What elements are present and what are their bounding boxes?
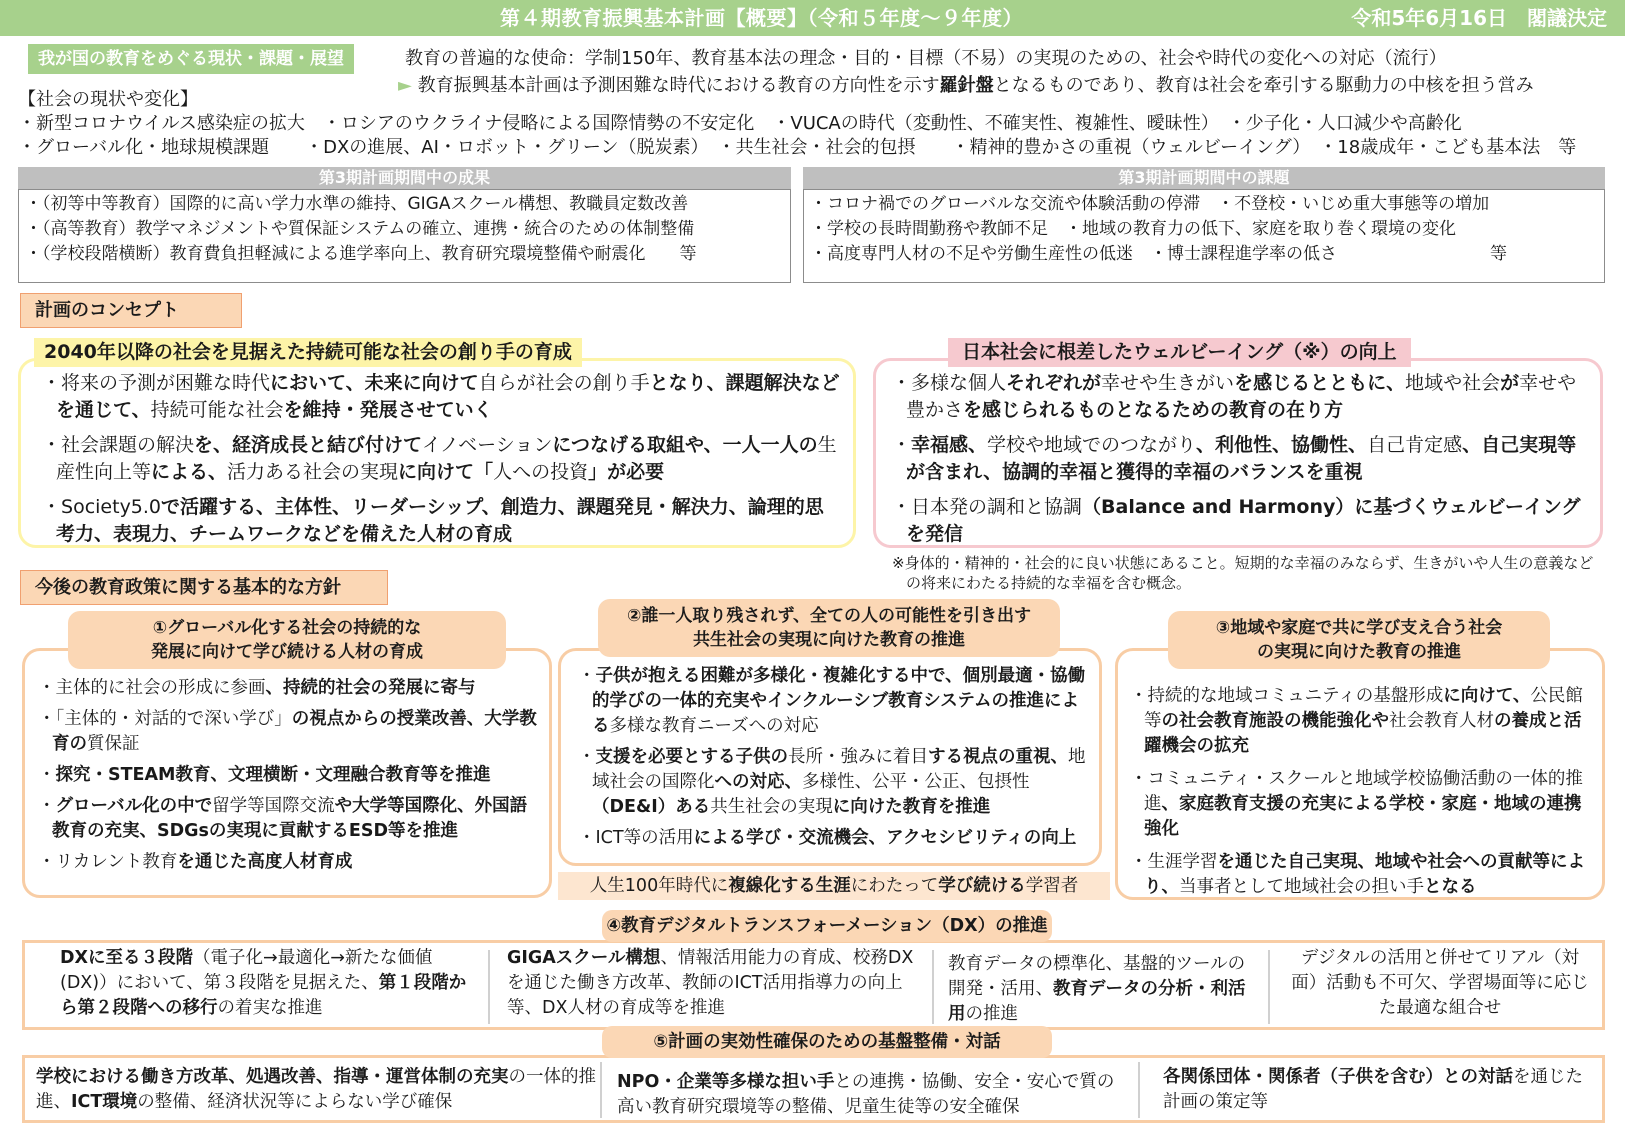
results-item: ・（学校段階横断）教育費負担軽減による進学率向上、教育研究環境整備や耐震化 等 xyxy=(25,244,697,264)
policy-2-item: ・子供が抱える困難が多様化・複雑化する中で、個別最適・協働的学びの一体的充実やインクルーシブ教育システムの推進による多様な教育ニーズへの対応 xyxy=(578,666,1086,736)
lifelong-learner-banner: 人生100年時代に複線化する生涯にわたって学び続ける学習者 xyxy=(558,872,1110,900)
policy-1-item: ・グローバル化の中で留学等国際交流や大学等国際化、外国語教育の充実、SDGsの実現に貢献するESD等を推進 xyxy=(38,796,528,841)
concept-right-title: 日本社会に根差したウェルビーイング（※）の向上 xyxy=(948,338,1411,367)
policy-2-title: ②誰一人取り残されず、全ての人の可能性を引き出す 共生社会の実現に向けた教育の推進 xyxy=(598,599,1060,657)
dx-cell-3: 教育データの標準化、基盤的ツールの開発・活用、教育データの分析・利活用の推進 xyxy=(948,954,1246,1024)
concept-left-item: ・Society5.0で活躍する、主体性、リーダーシップ、創造力、課題発見・解決力、論理的思考力、表現力、チームワークなどを備えた人材の育成 xyxy=(42,496,824,545)
dx-cell-4: デジタルの活用と併せてリアル（対面）活動も不可欠、学習場面等に応じた最適な組合せ xyxy=(1291,948,1589,1018)
mission-text: 教育の普遍的な使命：学制150年、教育基本法の理念・目的・目標（不易）の実現のための、社会や時代の変化への対応（流行） xyxy=(405,48,1447,69)
concept-right-items xyxy=(892,370,1592,548)
concept-right-item: ・多様な個人それぞれが幸せや生きがいを感じるとともに、地域や社会が幸せや豊かさを感じられるものとなるための教育の在り方 xyxy=(892,372,1577,421)
page-title: 第４期教育振興基本計画【概要】（令和５年度～９年度） xyxy=(500,6,1023,30)
dx-cell-1: DXに至る３段階（電子化→最適化→新たな価値(DX)）において、第３段階を見据えた、第１段階から第２段階への移行の着実な推進 xyxy=(60,948,467,1018)
issues-box xyxy=(803,189,1605,283)
results-item: ・（高等教育）教学マネジメントや質保証システムの確立、連携・統合のための体制整備 xyxy=(25,219,695,239)
policy-1-item: ・リカレント教育を通じた高度人材育成 xyxy=(38,852,353,872)
issues-item: ・学校の長時間勤務や教師不足 ・地域の教育力の低下、家庭を取り巻く環境の変化 xyxy=(810,219,1456,239)
base-title: ⑤計画の実効性確保のための基盤整備・対話 xyxy=(602,1026,1052,1058)
divider xyxy=(600,1062,602,1118)
results-title: 第3期計画期間中の成果 xyxy=(18,167,791,189)
concept-left-item: ・将来の予測が困難な時代において、未来に向けて自らが社会の創り手となり、課題解決などを通じて、持続可能な社会を維持・発展させていく xyxy=(42,372,840,421)
divider xyxy=(488,950,490,1024)
policy-2-item: ・ICT等の活用による学び・交流機会、アクセシビリティの向上 xyxy=(578,828,1077,848)
compass-text: ► 教育振興基本計画は予測困難な時代における教育の方向性を示す羅針盤となるものであり、教育は社会を牽引する駆動力の中核を担う営み xyxy=(398,75,1534,96)
divider xyxy=(932,950,934,1024)
issues-item: ・コロナ禍でのグローバルな交流や体験活動の停滞 ・不登校・いじめ重大事態等の増加 xyxy=(810,194,1490,214)
arrow-right-icon: ► xyxy=(398,75,412,96)
changes-label: 【社会の現状や変化】 xyxy=(18,89,198,110)
policy-3-items xyxy=(1130,684,1598,900)
policy-3-item: ・コミュニティ・スクールと地域学校協働活動の一体的推進、家庭教育支援の充実による学校・家庭・地域の連携強化 xyxy=(1130,769,1583,839)
issues-item: ・高度専門人材の不足や労働生産性の低迷 ・博士課程進学率の低さ 等 xyxy=(810,244,1507,264)
title-bar xyxy=(0,0,1625,36)
results-item: ・（初等中等教育）国際的に高い学力水準の維持、GIGAスクール構想、教職員定数改善 xyxy=(25,194,689,214)
policy-1-title: ①グローバル化する社会の持続的な 発展に向けて学び続ける人材の育成 xyxy=(68,611,506,669)
situation-tag: 我が国の教育をめぐる現状・課題・展望 xyxy=(28,44,354,74)
dx-title: ④教育デジタルトランスフォーメーション（DX）の推進 xyxy=(602,910,1052,942)
divider xyxy=(1268,950,1270,1024)
policy-1-items xyxy=(38,676,543,875)
base-cell-2: NPO・企業等多様な担い手との連携・協働、安全・安心で質の高い教育研究環境等の整備、児童生徒等の安全確保 xyxy=(617,1072,1115,1117)
changes-line-1: ・新型コロナウイルス感染症の拡大 ・ロシアのウクライナ侵略による国際情勢の不安定化 ・VUCAの時代（変動性、不確実性、複雑性、曖昧性） ・少子化・人口減少や高齢化 xyxy=(18,113,1462,134)
base-cell-3: 各関係団体・関係者（子供を含む）との対話を通じた計画の策定等 xyxy=(1163,1067,1583,1112)
dx-cell-2: GIGAスクール構想、情報活用能力の育成、校務DXを通じた働き方改革、教師のICT活用指導力の向上等、DX人材の育成等を推進 xyxy=(507,948,914,1018)
policy-1-item: ・「主体的・対話的で深い学び」の視点からの授業改善、大学教育の質保証 xyxy=(38,709,537,754)
policy-2-item: ・支援を必要とする子供の長所・強みに着目する視点の重視、地域社会の国際化への対応、多様性、公平・公正、包摂性（DE&I）ある共生社会の実現に向けた教育を推進 xyxy=(578,747,1086,817)
policy-3-item: ・持続的な地域コミュニティの基盤形成に向けて、公民館等の社会教育施設の機能強化や社会教育人材の養成と活躍機会の拡充 xyxy=(1130,686,1583,756)
concept-left-title: 2040年以降の社会を見据えた持続可能な社会の創り手の育成 xyxy=(34,338,582,367)
policy-1-item: ・探究・STEAM教育、文理横断・文理融合教育等を推進 xyxy=(38,765,491,785)
changes-line-2: ・グローバル化・地球規模課題 ・DXの進展、AI・ロボット・グリーン（脱炭素） ・共生社会・社会的包摂 ・精神的豊かさの重視（ウェルビーイング） ・18歳成年・こども基本法 等 xyxy=(18,137,1577,158)
concept-note: ※身体的・精神的・社会的に良い状態にあること。短期的な幸福のみならず、生きがいや人生の意義などの将来にわたる持続的な幸福を含む概念。 xyxy=(892,554,1594,592)
policy-3-title: ③地域や家庭で共に学び支え合う社会 の実現に向けた教育の推進 xyxy=(1168,611,1550,669)
policy-1-item: ・主体的に社会の形成に参画、持続的社会の発展に寄与 xyxy=(38,678,476,698)
concept-right-item: ・幸福感、学校や地域でのつながり、利他性、協働性、自己肯定感、自己実現等が含まれ、協調的幸福と獲得的幸福のバランスを重視 xyxy=(892,434,1577,483)
issues-title: 第3期計画期間中の課題 xyxy=(803,167,1605,189)
policy-2-items xyxy=(578,664,1090,851)
decision-date: 令和5年6月16日 閣議決定 xyxy=(1351,6,1607,30)
concept-left-items xyxy=(42,370,842,548)
concept-left-item: ・社会課題の解決を、経済成長と結び付けてイノベーションにつなげる取組や、一人一人の生産性向上等による、活力ある社会の実現に向けて「人への投資」が必要 xyxy=(42,434,837,483)
divider xyxy=(1138,1062,1140,1118)
policy-tag: 今後の教育政策に関する基本的な方針 xyxy=(20,570,388,605)
policy-3-item: ・生涯学習を通じた自己実現、地域や社会への貢献等により、当事者として地域社会の担い手となる xyxy=(1130,852,1585,897)
base-cell-1: 学校における働き方改革、処遇改善、指導・運営体制の充実の一体的推進、ICT環境の整備、経済状況等によらない学び確保 xyxy=(36,1067,596,1112)
concept-tag: 計画のコンセプト xyxy=(20,293,242,328)
concept-right-item: ・日本発の調和と協調（Balance and Harmony）に基づくウェルビーイングを発信 xyxy=(892,496,1581,545)
results-box xyxy=(18,189,791,283)
